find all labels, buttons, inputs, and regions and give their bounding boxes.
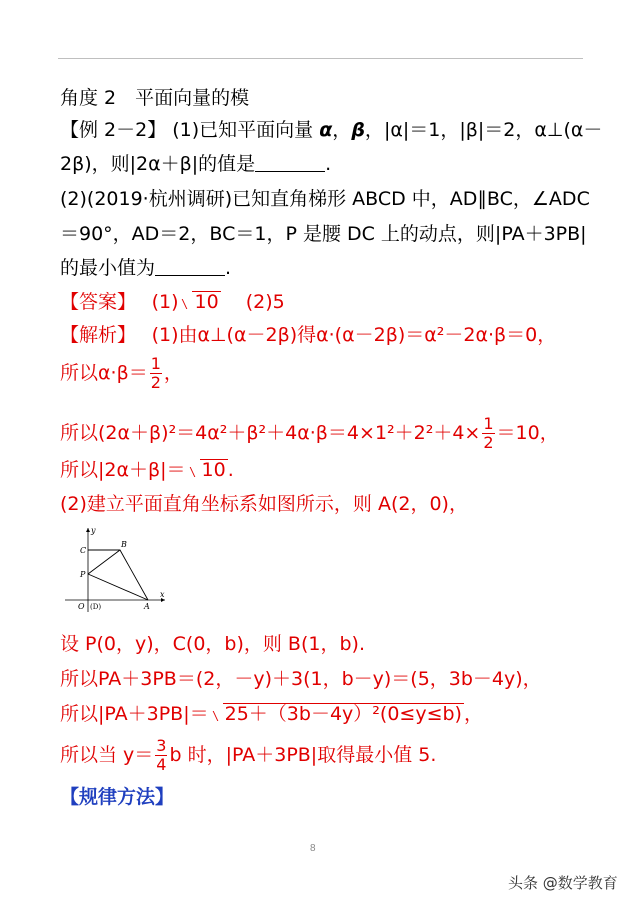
analysis-line-1: 【解析】 (1)由α⊥(α－2β)得α·(α－2β)＝α²－2α·β＝0， — [60, 324, 557, 346]
trapezoid-figure — [60, 524, 170, 614]
analysis-line-2: 所以α·β＝ $\frac{1}{2}$ ， — [60, 354, 183, 392]
sqrt-expression: 25＋（3b－4y）²(0≤y≤b) — [209, 702, 464, 726]
analysis-line-3: 所以(2α＋β)²＝4α²＋β²＋4α·β＝4×1²＋2²＋4× $\frac{1}{2}$ ＝10， — [60, 414, 559, 452]
label-p: P — [80, 570, 86, 579]
fraction-three-quarters: $\frac{3}{4}$ — [156, 736, 167, 774]
fraction-half-2: $\frac{1}{2}$ — [483, 414, 494, 452]
answer-blank-1 — [255, 153, 325, 172]
watermark: 头条 @数学教育 — [508, 874, 618, 892]
analysis-tag: 【解析】 — [60, 324, 127, 346]
answer-line: 【答案】 (1) 10 (2)5 — [60, 291, 285, 313]
example-line-1: 【例 2－2】 (1)已知平面向量 α，β，|α|＝1，|β|＝2，α⊥(α－ — [60, 119, 603, 141]
analysis-line-5: (2)建立平面直角坐标系如图所示，则 A(2，0)， — [60, 493, 468, 515]
analysis-line-6: 设 P(0，y)，C(0，b)，则 B(1，b). — [60, 633, 365, 655]
label-o: O — [78, 602, 85, 611]
label-b: B — [121, 540, 127, 549]
y-axis-arrow — [86, 528, 90, 532]
label-a: A — [144, 602, 150, 611]
section-heading: 角度 2 平面向量的模 — [60, 87, 250, 109]
label-y: y — [91, 526, 96, 535]
analysis-line-7: 所以PA＋3PB＝(2，－y)＋3(1，b－y)＝(5，3b－4y)， — [60, 668, 542, 690]
example-line-2: 2β)，则|2α＋β|的值是 . — [60, 153, 332, 175]
fraction-half: $\frac{1}{2}$ — [150, 354, 161, 392]
sqrt-10-b: 10 — [186, 458, 228, 482]
segment-pa — [88, 574, 148, 600]
sqrt-10: 10 — [178, 290, 220, 314]
label-d: (D) — [90, 603, 102, 611]
trapezoid-edges — [88, 550, 148, 600]
answer-tag: 【答案】 — [60, 291, 127, 313]
method-heading: 【规律方法】 — [60, 786, 175, 808]
top-rule — [58, 58, 583, 59]
analysis-line-8: 所以|PA＋3PB|＝ 25＋（3b－4y）²(0≤y≤b) ， — [60, 703, 483, 725]
label-c: C — [80, 546, 87, 555]
label-x: x — [160, 590, 165, 599]
segment-pb — [88, 550, 120, 574]
answer-blank-2 — [155, 257, 225, 276]
analysis-line-4: 所以|2α＋β|＝ 10 . — [60, 459, 234, 481]
analysis-line-9: 所以当 y＝ $\frac{3}{4}$ b 时，|PA＋3PB|取得最小值 5. — [60, 736, 437, 774]
example-line-4: ＝90°，AD＝2，BC＝1，P 是腰 DC 上的动点，则|PA＋3PB| — [60, 223, 587, 245]
example-tag: 【例 2－2】 — [60, 119, 167, 141]
example-line-5: 的最小值为 . — [60, 257, 232, 279]
example-line-3: (2)(2019·杭州调研)已知直角梯形 ABCD 中，AD∥BC，∠ADC — [60, 188, 590, 210]
page-number: 8 — [310, 843, 316, 854]
